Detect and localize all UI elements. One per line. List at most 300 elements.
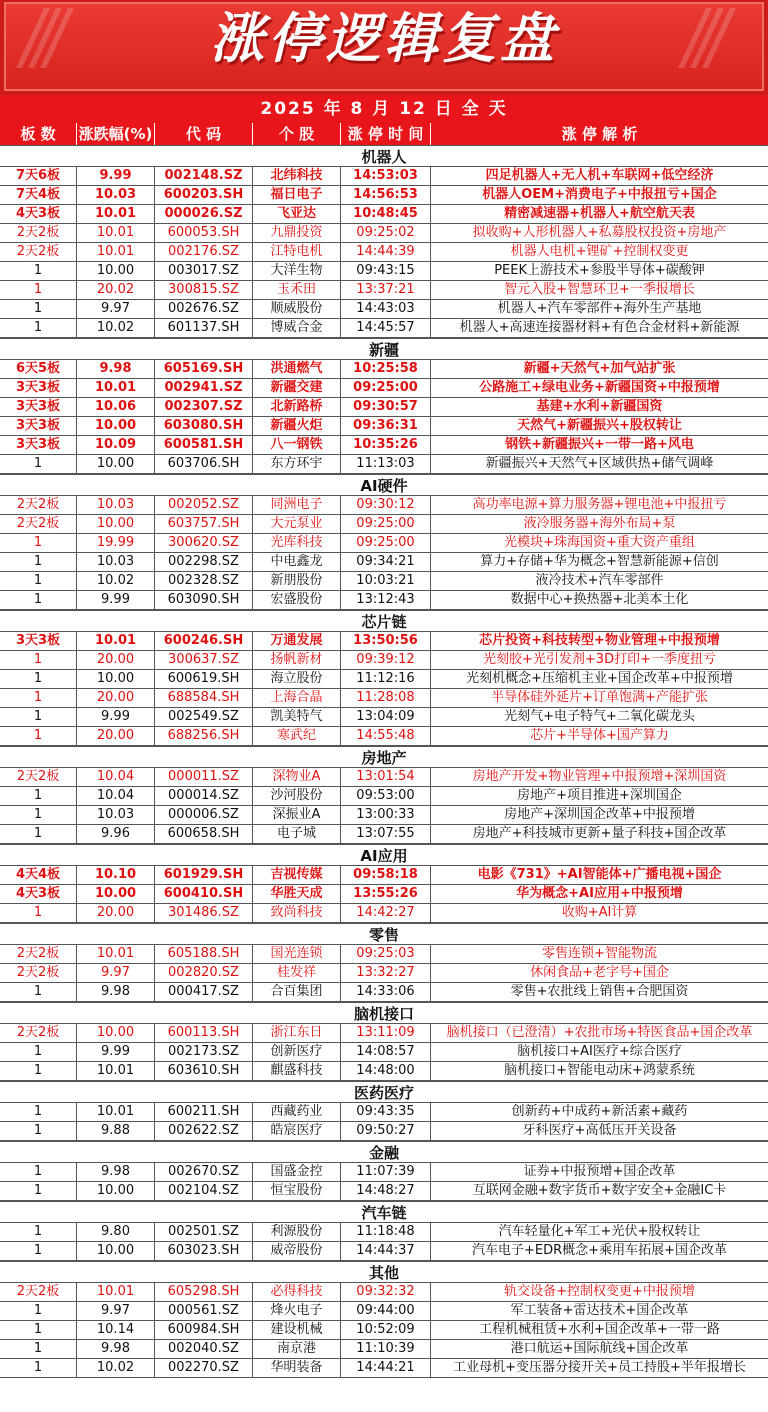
cell-change-pct: 10.02	[77, 1359, 155, 1377]
cell-code: 300815.SZ	[155, 281, 253, 299]
cell-limit-time: 10:03:21	[341, 572, 431, 590]
cell-code: 002549.SZ	[155, 708, 253, 726]
cell-stock: 东方环宇	[253, 455, 341, 473]
cell-analysis: 收购+AI计算	[561, 905, 638, 920]
cell-code: 605298.SH	[155, 1283, 253, 1301]
table-row	[0, 1359, 768, 1378]
section-header: 新疆	[0, 338, 768, 360]
table-row	[0, 436, 768, 455]
cell-board-count: 6天5板	[0, 360, 77, 378]
cell-code: 002501.SZ	[155, 1223, 253, 1241]
table-row	[0, 787, 768, 806]
cell-analysis: 光刻机概念+压缩机主业+国企改革+中报预增	[466, 671, 733, 686]
cell-board-count: 1	[0, 1062, 77, 1080]
cell-code: 601137.SH	[155, 319, 253, 337]
cell-code: 002298.SZ	[155, 553, 253, 571]
table-row	[0, 1182, 768, 1201]
cell-analysis: 机器人OEM+消费电子+中报扭亏+国企	[482, 187, 717, 202]
cell-board-count: 2天2板	[0, 1024, 77, 1042]
cell-change-pct: 19.99	[77, 534, 155, 552]
cell-change-pct: 10.01	[77, 632, 155, 650]
section-header: AI硬件	[0, 474, 768, 496]
cell-board-count: 2天2板	[0, 515, 77, 533]
cell-stock: 新疆火炬	[253, 417, 341, 435]
cell-code: 002307.SZ	[155, 398, 253, 416]
cell-stock: 玉禾田	[253, 281, 341, 299]
cell-limit-time: 14:48:27	[341, 1182, 431, 1200]
table-row	[0, 515, 768, 534]
cell-stock: 浙江东日	[253, 1024, 341, 1042]
cell-stock: 顺威股份	[253, 300, 341, 318]
cell-limit-time: 09:39:12	[341, 651, 431, 669]
cell-analysis: 拟收购+人形机器人+私募股权投资+房地产	[472, 225, 727, 240]
cell-stock: 新朋股份	[253, 572, 341, 590]
cell-limit-time: 09:43:15	[341, 262, 431, 280]
cell-board-count: 1	[0, 455, 77, 473]
cell-code: 002622.SZ	[155, 1122, 253, 1140]
cell-analysis: 机器人+汽车零部件+海外生产基地	[497, 301, 702, 316]
table-row	[0, 806, 768, 825]
cell-analysis: 钢铁+新疆振兴+一带一路+风电	[505, 437, 694, 452]
cell-change-pct: 10.01	[77, 243, 155, 261]
table-row	[0, 768, 768, 787]
table-row	[0, 572, 768, 591]
cell-limit-time: 10:48:45	[341, 205, 431, 223]
cell-change-pct: 10.00	[77, 417, 155, 435]
cell-stock: 洪通燃气	[253, 360, 341, 378]
cell-board-count: 1	[0, 825, 77, 843]
table-row	[0, 1283, 768, 1302]
cell-code: 300620.SZ	[155, 534, 253, 552]
cell-change-pct: 10.01	[77, 1062, 155, 1080]
cell-code: 688256.SH	[155, 727, 253, 745]
table-row	[0, 205, 768, 224]
section-header: 零售	[0, 923, 768, 945]
cell-board-count: 1	[0, 572, 77, 590]
cell-board-count: 1	[0, 806, 77, 824]
cell-analysis: 光刻胶+光引发剂+3D打印+一季度扭亏	[483, 652, 716, 667]
cell-code: 002173.SZ	[155, 1043, 253, 1061]
cell-stock: 烽火电子	[253, 1302, 341, 1320]
cell-limit-time: 09:50:27	[341, 1122, 431, 1140]
cell-limit-time: 13:07:55	[341, 825, 431, 843]
section-header: 其他	[0, 1261, 768, 1283]
cell-analysis: 房地产+科技城市更新+量子科技+国企改革	[472, 826, 727, 841]
cell-stock: 大元泵业	[253, 515, 341, 533]
cell-stock: 江特电机	[253, 243, 341, 261]
table-row	[0, 262, 768, 281]
cell-analysis: 房地产开发+物业管理+中报预增+深圳国资	[472, 769, 727, 784]
cell-stock: 吉视传媒	[253, 866, 341, 884]
cell-board-count: 4天3板	[0, 885, 77, 903]
cell-limit-time: 09:36:31	[341, 417, 431, 435]
table-row	[0, 1062, 768, 1081]
cell-limit-time: 09:32:32	[341, 1283, 431, 1301]
cell-code: 002148.SZ	[155, 167, 253, 185]
cell-limit-time: 14:44:21	[341, 1359, 431, 1377]
cell-change-pct: 9.99	[77, 591, 155, 609]
cell-limit-time: 13:32:27	[341, 964, 431, 982]
cell-board-count: 4天4板	[0, 866, 77, 884]
cell-board-count: 1	[0, 281, 77, 299]
cell-analysis: 电影《731》+AI智能体+广播电视+国企	[477, 867, 722, 882]
cell-board-count: 7天4板	[0, 186, 77, 204]
cell-analysis: 脑机接口+AI医疗+综合医疗	[517, 1044, 682, 1059]
cell-change-pct: 10.00	[77, 262, 155, 280]
cell-limit-time: 09:30:57	[341, 398, 431, 416]
cell-limit-time: 13:12:43	[341, 591, 431, 609]
table-row	[0, 1302, 768, 1321]
cell-analysis: 数据中心+换热器+北美本土化	[510, 592, 689, 607]
cell-analysis: 精密减速器+机器人+航空航天表	[504, 206, 695, 221]
cell-stock: 博威合金	[253, 319, 341, 337]
cell-change-pct: 10.06	[77, 398, 155, 416]
cell-limit-time: 10:52:09	[341, 1321, 431, 1339]
cell-code: 002941.SZ	[155, 379, 253, 397]
cell-limit-time: 14:08:57	[341, 1043, 431, 1061]
cell-limit-time: 13:04:09	[341, 708, 431, 726]
cell-limit-time: 10:25:58	[341, 360, 431, 378]
cell-change-pct: 10.09	[77, 436, 155, 454]
cell-limit-time: 11:12:16	[341, 670, 431, 688]
cell-stock: 西藏药业	[253, 1103, 341, 1121]
cell-board-count: 3天3板	[0, 436, 77, 454]
cell-limit-time: 09:58:18	[341, 866, 431, 884]
cell-change-pct: 10.04	[77, 768, 155, 786]
cell-change-pct: 9.98	[77, 983, 155, 1001]
cell-analysis: 半导体硅外延片+订单饱满+产能扩张	[491, 690, 708, 705]
table-row	[0, 591, 768, 610]
cell-stock: 恒宝股份	[253, 1182, 341, 1200]
cell-code: 301486.SZ	[155, 904, 253, 922]
cell-board-count: 1	[0, 983, 77, 1001]
cell-stock: 宏盛股份	[253, 591, 341, 609]
cell-limit-time: 13:01:54	[341, 768, 431, 786]
table-row	[0, 727, 768, 746]
cell-board-count: 1	[0, 727, 77, 745]
cell-board-count: 1	[0, 708, 77, 726]
cell-board-count: 3天3板	[0, 379, 77, 397]
table-row	[0, 379, 768, 398]
cell-limit-time: 14:55:48	[341, 727, 431, 745]
limit-up-table	[0, 145, 768, 1378]
section-header: 医药医疗	[0, 1081, 768, 1103]
cell-limit-time: 10:35:26	[341, 436, 431, 454]
table-row	[0, 866, 768, 885]
cell-change-pct: 10.01	[77, 205, 155, 223]
cell-change-pct: 10.14	[77, 1321, 155, 1339]
cell-limit-time: 09:25:00	[341, 515, 431, 533]
cell-stock: 电子城	[253, 825, 341, 843]
cell-limit-time: 14:42:27	[341, 904, 431, 922]
cell-code: 688584.SH	[155, 689, 253, 707]
cell-limit-time: 14:43:03	[341, 300, 431, 318]
cell-stock: 国光连锁	[253, 945, 341, 963]
cell-code: 002104.SZ	[155, 1182, 253, 1200]
cell-analysis: 零售+农批线上销售+合肥国资	[510, 984, 689, 999]
cell-board-count: 1	[0, 319, 77, 337]
cell-analysis: 休闲食品+老字号+国企	[530, 965, 669, 980]
cell-analysis: 光刻气+电子特气+二氧化碳龙头	[504, 709, 695, 724]
cell-limit-time: 09:30:12	[341, 496, 431, 514]
cell-code: 600984.SH	[155, 1321, 253, 1339]
cell-analysis: 房地产+深圳国企改革+中报预增	[504, 807, 695, 822]
table-row	[0, 319, 768, 338]
cell-analysis: 工程机械租赁+水利+国企改革+一带一路	[479, 1322, 720, 1337]
cell-code: 603023.SH	[155, 1242, 253, 1260]
cell-analysis: 机器人电机+锂矿+控制权变更	[510, 244, 689, 259]
cell-board-count: 1	[0, 1182, 77, 1200]
table-row	[0, 398, 768, 417]
page-title: 涨停逻辑复盘	[210, 7, 558, 70]
cell-limit-time: 14:56:53	[341, 186, 431, 204]
cell-board-count: 1	[0, 534, 77, 552]
cell-board-count: 1	[0, 1302, 77, 1320]
cell-limit-time: 14:44:39	[341, 243, 431, 261]
cell-analysis: 液冷服务器+海外布局+泵	[523, 516, 676, 531]
table-row	[0, 904, 768, 923]
cell-board-count: 1	[0, 1340, 77, 1358]
cell-limit-time: 14:45:57	[341, 319, 431, 337]
cell-code: 600053.SH	[155, 224, 253, 242]
cell-code: 002820.SZ	[155, 964, 253, 982]
cell-analysis: 零售连锁+智能物流	[542, 946, 657, 961]
cell-code: 600246.SH	[155, 632, 253, 650]
cell-analysis: 高功率电源+算力服务器+锂电池+中报扭亏	[472, 497, 727, 512]
section-header: 机器人	[0, 145, 768, 167]
cell-code: 603757.SH	[155, 515, 253, 533]
cell-code: 600211.SH	[155, 1103, 253, 1121]
cell-code: 600113.SH	[155, 1024, 253, 1042]
cell-limit-time: 09:44:00	[341, 1302, 431, 1320]
cell-analysis: 新疆+天然气+加气站扩张	[523, 361, 676, 376]
cell-change-pct: 20.00	[77, 689, 155, 707]
cell-stock: 必得科技	[253, 1283, 341, 1301]
cell-analysis: 智元入股+智慧环卫+一季报增长	[504, 282, 695, 297]
cell-change-pct: 9.98	[77, 1340, 155, 1358]
cell-analysis: 天然气+新疆振兴+股权转让	[517, 418, 682, 433]
cell-analysis: 四足机器人+无人机+车联网+低空经济	[485, 168, 714, 183]
cell-code: 000006.SZ	[155, 806, 253, 824]
cell-change-pct: 10.00	[77, 1182, 155, 1200]
cell-board-count: 1	[0, 904, 77, 922]
cell-code: 000417.SZ	[155, 983, 253, 1001]
header-change-pct: 涨跌幅(%)	[77, 123, 155, 145]
cell-stock: 八一钢铁	[253, 436, 341, 454]
cell-stock: 飞亚达	[253, 205, 341, 223]
banner-panel	[4, 2, 764, 91]
cell-stock: 沙河股份	[253, 787, 341, 805]
cell-change-pct: 10.01	[77, 945, 155, 963]
cell-analysis: 牙科医疗+高低压开关设备	[522, 1123, 677, 1138]
cell-stock: 光库科技	[253, 534, 341, 552]
cell-limit-time: 11:28:08	[341, 689, 431, 707]
cell-stock: 福日电子	[253, 186, 341, 204]
cell-stock: 创新医疗	[253, 1043, 341, 1061]
section-header: 脑机接口	[0, 1002, 768, 1024]
cell-change-pct: 9.80	[77, 1223, 155, 1241]
table-row	[0, 651, 768, 670]
cell-board-count: 3天3板	[0, 398, 77, 416]
cell-limit-time: 11:10:39	[341, 1340, 431, 1358]
cell-board-count: 1	[0, 1321, 77, 1339]
cell-analysis: 芯片投资+科技转型+物业管理+中报预增	[479, 633, 720, 648]
cell-change-pct: 10.04	[77, 787, 155, 805]
cell-change-pct: 9.99	[77, 708, 155, 726]
table-row	[0, 243, 768, 262]
cell-change-pct: 9.99	[77, 167, 155, 185]
table-row	[0, 670, 768, 689]
cell-analysis: 证券+中报预增+国企改革	[523, 1164, 676, 1179]
table-row	[0, 632, 768, 651]
cell-change-pct: 9.88	[77, 1122, 155, 1140]
cell-limit-time: 09:25:02	[341, 224, 431, 242]
cell-change-pct: 9.97	[77, 1302, 155, 1320]
cell-analysis: 汽车轻量化+军工+光伏+股权转让	[498, 1224, 701, 1239]
table-row	[0, 534, 768, 553]
cell-limit-time: 09:53:00	[341, 787, 431, 805]
cell-stock: 上海合晶	[253, 689, 341, 707]
cell-change-pct: 10.01	[77, 1283, 155, 1301]
table-row	[0, 1242, 768, 1261]
cell-code: 000011.SZ	[155, 768, 253, 786]
cell-stock: 合百集团	[253, 983, 341, 1001]
cell-stock: 皓宸医疗	[253, 1122, 341, 1140]
cell-limit-time: 09:25:00	[341, 379, 431, 397]
cell-limit-time: 13:50:56	[341, 632, 431, 650]
cell-code: 600410.SH	[155, 885, 253, 903]
cell-analysis: 军工装备+雷达技术+国企改革	[510, 1303, 689, 1318]
section-header: 金融	[0, 1141, 768, 1163]
cell-analysis: 新疆振兴+天然气+区域供热+储气调峰	[485, 456, 714, 471]
cell-code: 000014.SZ	[155, 787, 253, 805]
cell-change-pct: 9.98	[77, 1163, 155, 1181]
cell-limit-time: 14:33:06	[341, 983, 431, 1001]
cell-change-pct: 9.99	[77, 1043, 155, 1061]
cell-board-count: 2天2板	[0, 964, 77, 982]
cell-board-count: 1	[0, 689, 77, 707]
table-row	[0, 1163, 768, 1182]
cell-code: 000561.SZ	[155, 1302, 253, 1320]
cell-change-pct: 10.00	[77, 1242, 155, 1260]
cell-change-pct: 10.03	[77, 553, 155, 571]
cell-analysis: 算力+存储+华为概念+智慧新能源+信创	[480, 554, 719, 569]
section-header: 房地产	[0, 746, 768, 768]
cell-board-count: 2天2板	[0, 243, 77, 261]
section-header: 汽车链	[0, 1201, 768, 1223]
cell-stock: 寒武纪	[253, 727, 341, 745]
cell-limit-time: 13:55:26	[341, 885, 431, 903]
table-row	[0, 300, 768, 319]
cell-board-count: 1	[0, 262, 77, 280]
table-row	[0, 1321, 768, 1340]
cell-code: 002676.SZ	[155, 300, 253, 318]
cell-change-pct: 10.02	[77, 319, 155, 337]
header-code: 代 码	[155, 123, 253, 145]
cell-analysis: 公路施工+绿电业务+新疆国资+中报预增	[479, 380, 720, 395]
cell-limit-time: 09:25:00	[341, 534, 431, 552]
cell-stock: 利源股份	[253, 1223, 341, 1241]
cell-stock: 南京港	[253, 1340, 341, 1358]
header-board-count: 板 数	[0, 123, 77, 145]
cell-board-count: 1	[0, 1163, 77, 1181]
cell-limit-time: 14:53:03	[341, 167, 431, 185]
cell-board-count: 1	[0, 787, 77, 805]
cell-change-pct: 20.02	[77, 281, 155, 299]
cell-change-pct: 10.01	[77, 1103, 155, 1121]
cell-board-count: 1	[0, 553, 77, 571]
cell-board-count: 1	[0, 300, 77, 318]
cell-analysis: 工业母机+变压器分接开关+员工持股+半年报增长	[453, 1360, 746, 1375]
cell-change-pct: 20.00	[77, 651, 155, 669]
cell-code: 002670.SZ	[155, 1163, 253, 1181]
cell-stock: 凯美特气	[253, 708, 341, 726]
cell-limit-time: 11:18:48	[341, 1223, 431, 1241]
cell-stock: 国盛金控	[253, 1163, 341, 1181]
cell-board-count: 2天2板	[0, 1283, 77, 1301]
cell-stock: 扬帆新材	[253, 651, 341, 669]
cell-code: 600658.SH	[155, 825, 253, 843]
cell-limit-time: 13:37:21	[341, 281, 431, 299]
cell-code: 600619.SH	[155, 670, 253, 688]
cell-code: 000026.SZ	[155, 205, 253, 223]
cell-board-count: 1	[0, 591, 77, 609]
cell-change-pct: 10.01	[77, 379, 155, 397]
cell-analysis: 互联网金融+数字货币+数字安全+金融IC卡	[472, 1183, 727, 1198]
table-row	[0, 553, 768, 572]
table-row	[0, 885, 768, 904]
cell-code: 002052.SZ	[155, 496, 253, 514]
cell-code: 603610.SH	[155, 1062, 253, 1080]
table-row	[0, 360, 768, 379]
table-row	[0, 281, 768, 300]
cell-board-count: 3天3板	[0, 417, 77, 435]
cell-board-count: 7天6板	[0, 167, 77, 185]
cell-board-count: 1	[0, 1359, 77, 1377]
cell-board-count: 3天3板	[0, 632, 77, 650]
cell-limit-time: 13:00:33	[341, 806, 431, 824]
cell-change-pct: 20.00	[77, 904, 155, 922]
cell-limit-time: 11:13:03	[341, 455, 431, 473]
cell-board-count: 1	[0, 651, 77, 669]
title-banner	[0, 0, 768, 95]
cell-change-pct: 10.03	[77, 186, 155, 204]
cell-stock: 桂发祥	[253, 964, 341, 982]
cell-board-count: 1	[0, 1103, 77, 1121]
table-row	[0, 964, 768, 983]
cell-limit-time: 13:11:09	[341, 1024, 431, 1042]
table-header	[0, 123, 768, 145]
cell-board-count: 2天2板	[0, 945, 77, 963]
cell-code: 002040.SZ	[155, 1340, 253, 1358]
cell-stock: 建设机械	[253, 1321, 341, 1339]
cell-board-count: 2天2板	[0, 768, 77, 786]
cell-stock: 致尚科技	[253, 904, 341, 922]
cell-change-pct: 9.97	[77, 300, 155, 318]
cell-limit-time: 11:07:39	[341, 1163, 431, 1181]
cell-analysis: 房地产+项目推进+深圳国企	[517, 788, 682, 803]
cell-stock: 深物业A	[253, 768, 341, 786]
cell-analysis: 液冷技术+汽车零部件	[535, 573, 664, 588]
cell-analysis: 机器人+高速连接器材料+有色合金材料+新能源	[459, 320, 740, 335]
table-row	[0, 186, 768, 205]
cell-board-count: 2天2板	[0, 496, 77, 514]
table-row	[0, 224, 768, 243]
cell-stock: 北新路桥	[253, 398, 341, 416]
table-row	[0, 1043, 768, 1062]
cell-analysis: 华为概念+AI应用+中报预增	[516, 886, 683, 901]
cell-code: 600581.SH	[155, 436, 253, 454]
